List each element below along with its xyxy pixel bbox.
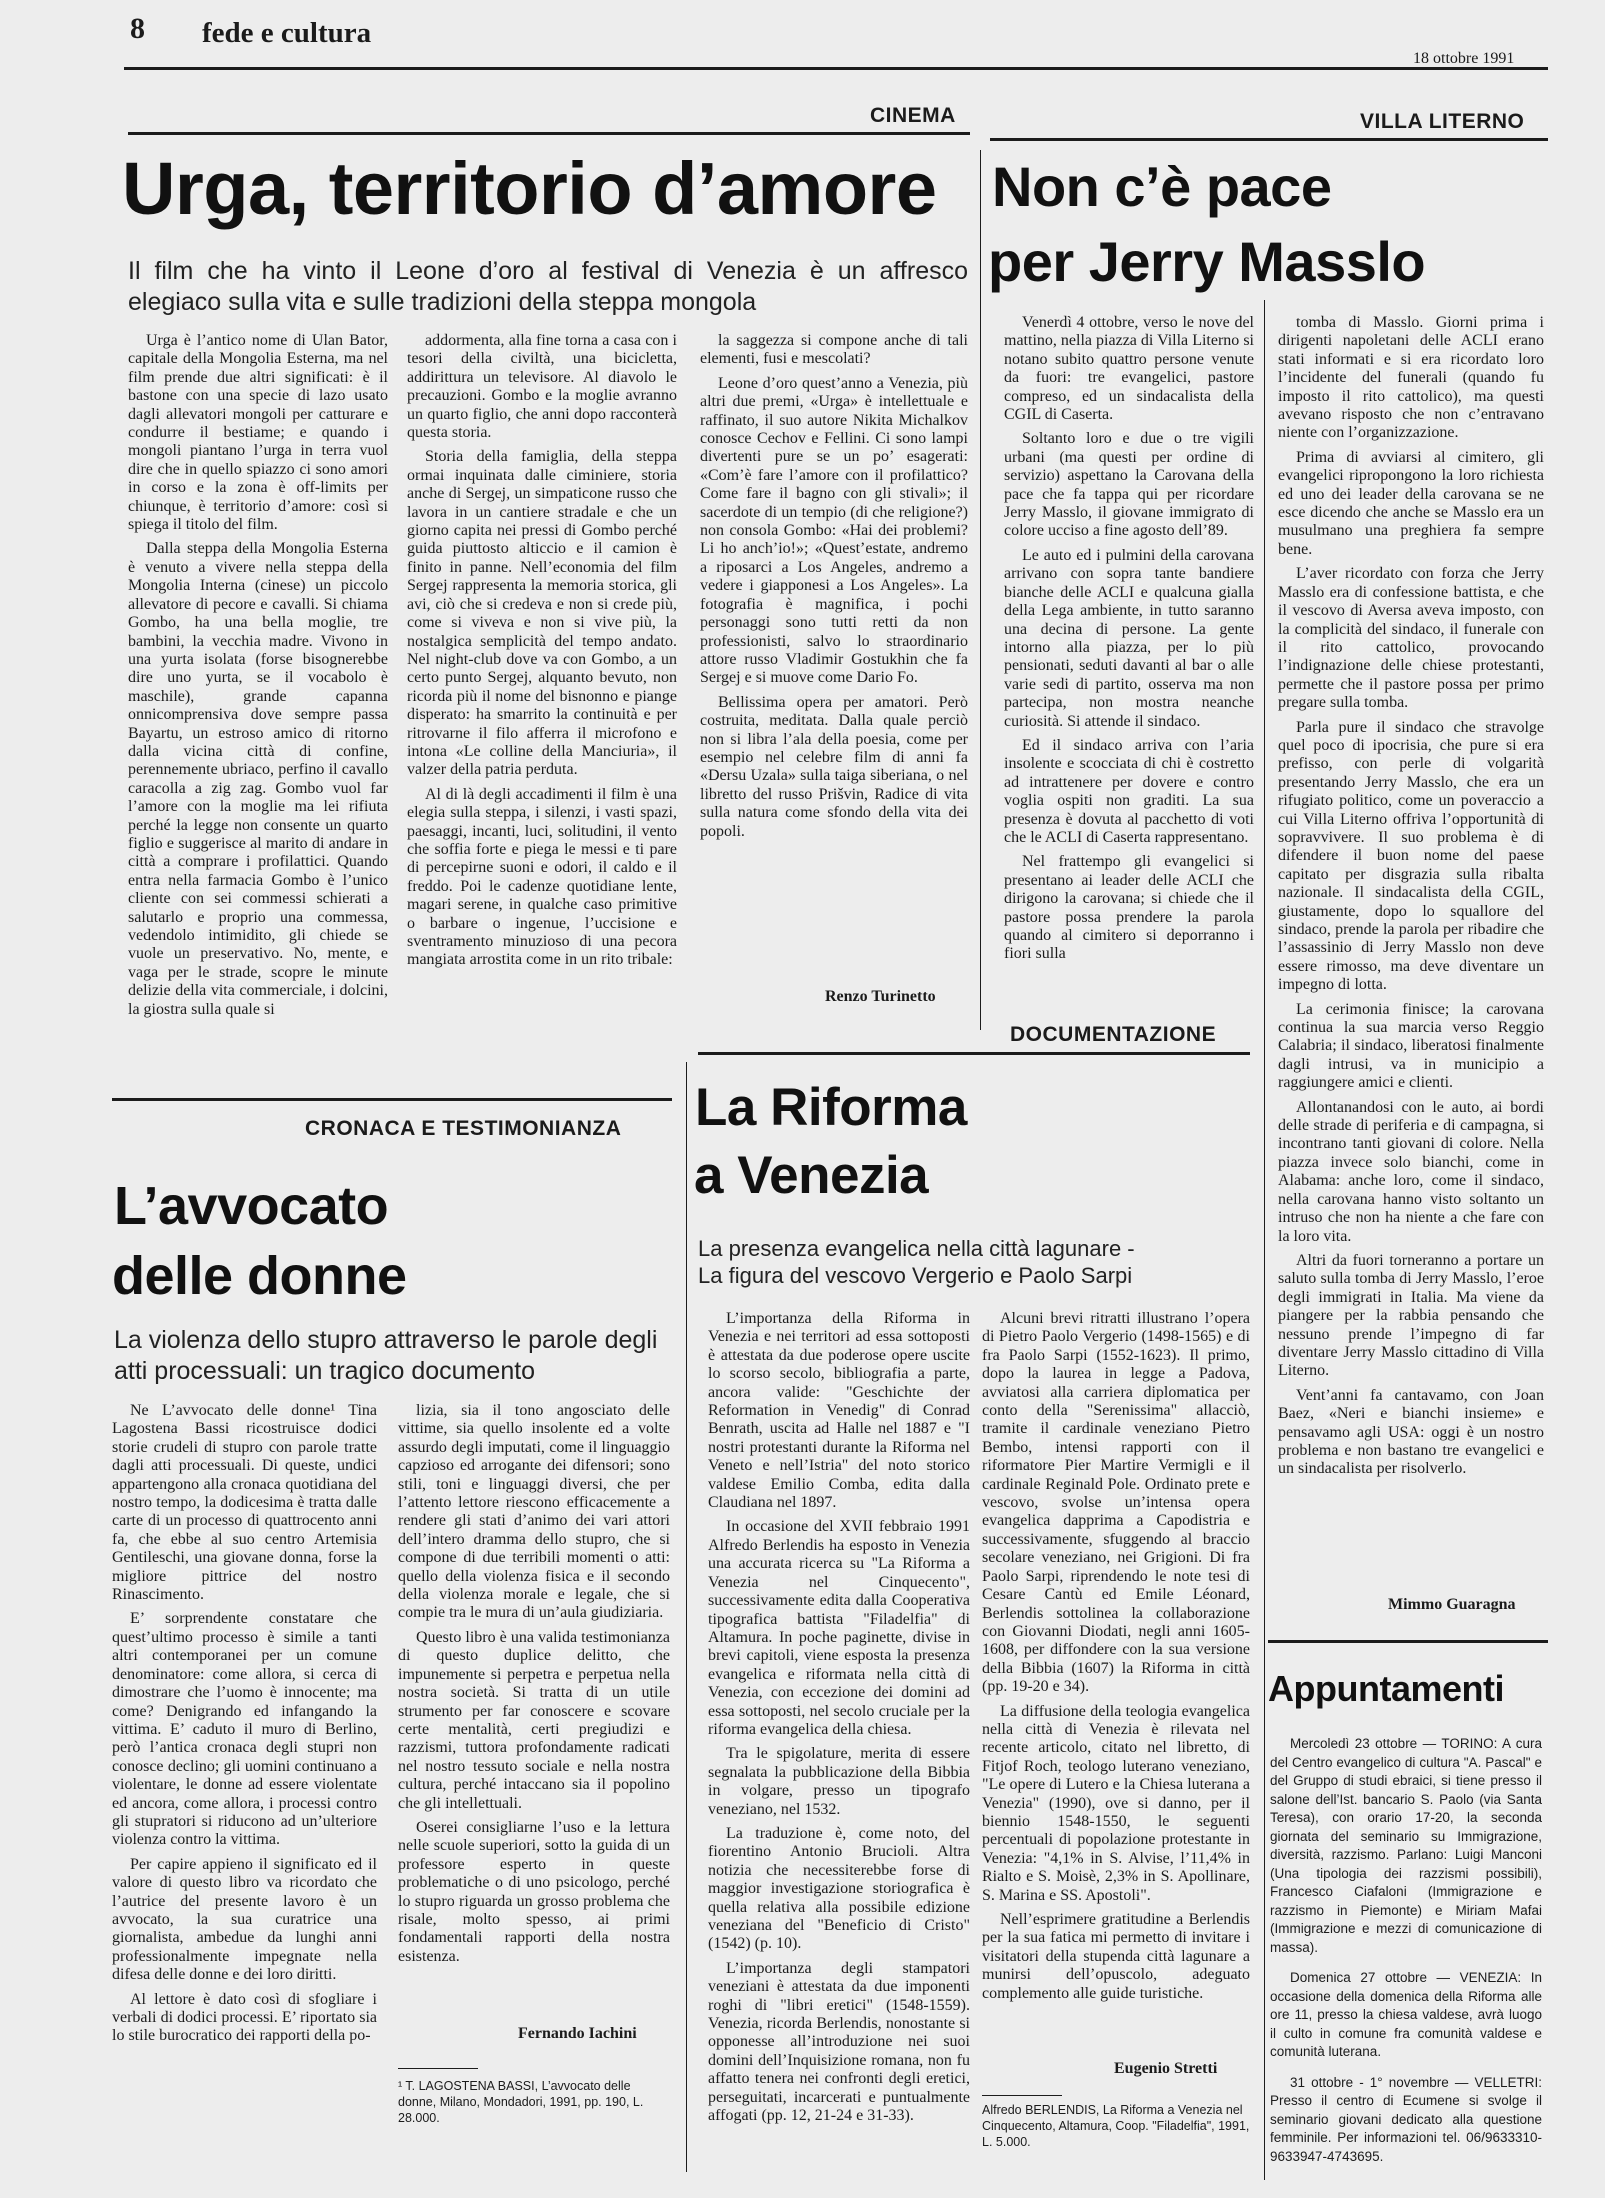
riforma-subtitle-line1: La presenza evangelica nella città lagunare - — [698, 1236, 1135, 1261]
avvocato-column-1 — [112, 1402, 377, 2164]
cinema-label: CINEMA — [870, 104, 956, 127]
cinema-column-3 — [700, 332, 968, 952]
riforma-column-1 — [708, 1310, 970, 2178]
cinema-paragraph: la saggezza si compone anche di tali elementi, fusi e mescolati? — [700, 332, 968, 368]
riforma-footnote: Alfredo BERLENDIS, La Riforma a Venezia nel Cinquecento, Altamura, Coop. "Filadelfia", 1991, L. 5.000. — [982, 2103, 1250, 2149]
riforma-paragraph: L’importanza della Riforma in Venezia e nei territori ad essa sottoposti è attestata da due poderose opere uscite lo scorso secolo, bibliografia a parte, ancora valide: "Geschichte der Reformation in Venedig" di Conrad Benrath, uscita ad Halle nel 1887 e "I nostri protestanti durante la Riforma nel Veneto e nell’Istria" del noto storico valdese Emilio Comba, edita dalla Claudiana nel 1897. — [708, 1310, 970, 1512]
appuntamento-item: 31 ottobre - 1° novembre — VELLETRI: Presso il centro di Ecumene si svolge il seminario giovani dedicato alla questione femminile. Per informazioni tel. 06/9633310-9633947-4743695. — [1270, 2074, 1542, 2164]
cinema-paragraph: Storia della famiglia, della steppa ormai inquinata dalle ciminiere, storia anche di Sergej, un simpaticone russo che lavora in un cantiere stradale e che un giorno capita nei pressi di Gombo perché guida piuttosto alticcio e il camion è finito in panne. Nell’economia del film Sergej rappresenta la memoria storica, gli avi, ciò che si credeva e non si crede più, come si viveva e non si vive più, la nostalgica semplicità del tempo andato. Nel night-club dove va con Gombo, a un certo punto Sergej, alquanto bevuto, non ricorda più il nome del bisnonno e piange disperato: ha smarrito la continuità e per ritrovarne il filo afferra il microfono e intona «Le colline della Manciuria», il valzer della patria perduta. — [407, 448, 677, 779]
villa-rule — [990, 138, 1548, 141]
avvocato-subtitle: La violenza dello stupro attraverso le parole degli atti processuali: un tragico documento — [114, 1326, 658, 1386]
villa-paragraph: Altri da fuori torneranno a portare un saluto sulla tomba di Jerry Masslo, l’eroe degli immigrati in Italia. Ma viene da piangere per la rabbia pensando che nessuno prende l’impegno di far diventare Jerry Masslo cittadino di Villa Literno. — [1278, 1251, 1544, 1380]
villa-paragraph: Nel frattempo gli evangelici si presentano ai leader delle ACLI che dirigono la carovana; si chiede che il pastore possa prendere la parola quando al cimitero si deporranno i fiori sulla — [1004, 853, 1254, 963]
villa-label: VILLA LITERNO — [1360, 110, 1525, 133]
avvocato-title-line1: L’avvocato — [114, 1176, 389, 1236]
riforma-footnote-rule — [982, 2095, 1062, 2096]
avvocato-column-2 — [398, 1402, 670, 2020]
riforma-paragraph: La traduzione è, come noto, del fiorentino Antonio Brucioli. Altra notizia che necessiterebbe forse di maggior investigazione storiografica è quella relativa alla possibile edizione veneziana del "Beneficio di Cristo" (1542) (p. 10). — [708, 1824, 970, 1953]
cinema-paragraph: Al di là degli accadimenti il film è una elegia sulla steppa, i silenzi, i vasti spazi, paesaggi, incanti, luci, solitudini, il vento che soffia forte e piega le messi e ti pare di percepirne suoni e odori, il caldo e il freddo. Poi le cadenze quotidiane lente, magari serene, in qualche caso primitive o barbare o ingenue, l’uccisione e sventramento minuzioso di una pecora mangiata arrostita come in un rito tribale: — [407, 785, 677, 969]
villa-title-line2: per Jerry Masslo — [988, 230, 1426, 293]
divider-vertical — [686, 1062, 687, 2172]
riforma-label: DOCUMENTAZIONE — [1010, 1023, 1217, 1046]
villa-paragraph: Allontanandosi con le auto, ai bordi delle strade di periferia e di campagna, si incontrano tanti giovani di colore. Nella piazza invece solo bianchi, come in Alabama: anche loro, come il sindaco, nella carovana hanno visto soltanto un intruso che non ha niente a che fare con la loro vita. — [1278, 1098, 1544, 1245]
avvocato-paragraph: Ne L’avvocato delle donne¹ Tina Lagostena Bassi ricostruisce dodici storie crudeli di stupro con parole tratte dagli atti processuali. Di queste, undici appartengono alla cronaca quotidiana del nostro tempo, la dodicesima è tratta dalle carte di un processo di quattrocento anni fa, che ebbe al suo centro Artemisia Gentileschi, una giovane donna, forse la migliore pittrice del nostro Rinascimento. — [112, 1402, 377, 1604]
villa-paragraph: Ed il sindaco arriva con l’aria insolente e scocciata di chi è costretto ad intrattenere per dovere e contro voglia ospiti non graditi. La sua presenza è dovuta al pacchetto di voti che le ACLI di Caserta rappresentano. — [1004, 736, 1254, 846]
riforma-paragraph: L’importanza degli stampatori veneziani è attestata da due imponenti roghi di "libri eretici" (1548-1559). Venezia, ricorda Berlendis, nonostante si opponesse all’introduzione nei suoi domini dell’Inquisizione romana, non fu affatto tenera nei confronti degli eretici, perseguitati, incarcerati e puntualmente affogati (pp. 12, 21-24 e 31-33). — [708, 1959, 970, 2125]
cinema-subtitle: Il film che ha vinto il Leone d’oro al festival di Venezia è un affresco elegiaco sulla vita e sulle tradizioni della steppa mongola — [128, 257, 968, 317]
riforma-title-line2: a Venezia — [694, 1146, 929, 1205]
villa-paragraph: Vent’anni fa cantavamo, con Joan Baez, «Neri e bianchi insieme» e pensavamo agli USA: oggi è un nostro problema e non bastano tre evangelici e un sindacalista per risolverlo. — [1278, 1386, 1544, 1478]
villa-paragraph: tomba di Masslo. Giorni prima i dirigenti napoletani delle ACLI erano stati informati e si era ricordato loro l’incidente del funerali (quando fu imposto il rito cattolico), ma questi avevano risposto che non c’entravano niente con l’organizzazione. — [1278, 314, 1544, 442]
avvocato-title-line2: delle donne — [112, 1246, 407, 1306]
cinema-rule — [128, 132, 970, 135]
villa-paragraph: Venerdì 4 ottobre, verso le nove del mattino, nella piazza di Villa Literno si notano subito quattro persone venute da fuori: tre evangelici, pastore compreso, ed un sindacalista della CGIL di Caserta. — [1004, 314, 1254, 424]
avvocato-rule — [112, 1098, 672, 1101]
avvocato-paragraph: Al lettore è dato così di sfogliare i verbali di dodici processi. E’ riportato sia lo stile burocratico dei rapporti della po- — [112, 1990, 377, 2045]
avvocato-paragraph: lizia, sia il tono angosciato delle vittime, sia quello insolente ed a volte assurdo degli imputati, come il linguaggio capzioso ed arrogante dei difensori; sono stili, toni e linguaggi diversi, che per l’attento lettore riescono efficacemente a rendere gli stati d’animo dei vari attori dell’intero dramma dello stupro, che si compone di due terribili momenti o atti: quello della violenza fisica e il secondo della violenza morale e legale, che si compie tra le mura di un’aula giudiziaria. — [398, 1402, 670, 1622]
villa-paragraph: Le auto ed i pulmini della carovana arrivano con sopra tante bandiere bianche delle ACLI e qualcuna gialla della Lega ambiente, in tutto saranno una decina di persone. La gente intorno alla piazza, per lo più pensionati, seduti davanti al bar o alle varie sedi di partito, osserva ma non partecipa, non mostra neanche curiosità. Si attende il sindaco. — [1004, 546, 1254, 730]
cinema-paragraph: Bellissima opera per amatori. Però costruita, meditata. Dalla quale perciò non si libra l’ala della poesia, come per esempio nel celebre film di anni fa «Dersu Uzala» sulla taiga siberiana, o nel libretto del russo Prišvin, Radice di vita sulla natura come sfondo della vita dei popoli. — [700, 693, 968, 840]
riforma-paragraph: Tra le spigolature, merita di essere segnalata la pubblicazione della Bibbia in volgare, presso un tipografo veneziano, nel 1532. — [708, 1745, 970, 1818]
issue-date: 18 ottobre 1991 — [1413, 50, 1515, 67]
villa-paragraph: L’aver ricordato con forza che Jerry Masslo era di confessione battista, e che il vescovo di Aversa aveva imposto, con la complicità del sindaco, il funerale con il rito cattolico, provocando l’indignazione delle chiese protestanti, permette che il pastore possa per primo pregare sulla tomba. — [1278, 565, 1544, 712]
villa-paragraph: Prima di avviarsi al cimitero, gli evangelici ripropongono la loro richiesta ed uno dei leader della carovana se ne esce dicendo che anche se Masslo era un musulmano una preghiera fa sempre bene. — [1278, 448, 1544, 558]
section-title: fede e cultura — [202, 17, 372, 49]
riforma-rule — [698, 1052, 1250, 1055]
page-number: 8 — [130, 12, 145, 45]
avvocato-footnote-rule — [398, 2068, 478, 2069]
villa-title-line1: Non c’è pace — [992, 155, 1332, 218]
riforma-title-line1: La Riforma — [695, 1078, 967, 1137]
riforma-paragraph: Alcuni brevi ritratti illustrano l’opera di Pietro Paolo Vergerio (1498-1565) e di fra Paolo Sarpi (1552-1623). Il primo, dopo la laurea in legge a Padova, avviatosi alla carriera diplomatica per conto della "Serenissima" allacciò, tramite il cardinale veneziano Pietro Bembo, intensi rapporti con il riformatore Pier Martire Vermigli e il cardinale Reginald Pole. Ordinato prete e vescovo, svolse un’intensa opera evangelica dapprima a Capodistria e successivamente, sfuggendo al braccio secolare veneziano, nei Grigioni. Di fra Paolo Sarpi, riprendendo le note tesi di Cesare Cantù ed Emile Léonard, Berlendis sottolinea la collaborazione con Giovanni Diodati, negli anni 1605-1608, per diffondere con la sua versione della Bibbia (1607) la Riforma in città (pp. 19-20 e 34). — [982, 1310, 1250, 1696]
villa-column-2 — [1278, 314, 1544, 1604]
cinema-paragraph: addormenta, alla fine torna a casa con i tesori della civiltà, una bicicletta, addirittura un televisore. Al diavolo le precauzioni. Gombo e la moglie avranno un quarto figlio, che anni dopo racconterà questa storia. — [407, 332, 677, 442]
appuntamenti-title: Appuntamenti — [1268, 1668, 1504, 1709]
cinema-title: Urga, territorio d’amore — [122, 147, 937, 230]
avvocato-paragraph: Per capire appieno il significato ed il valore di questo libro va ricordato che l’autrice del presente lavoro è un avvocato, la sua curatrice una giornalista, ambedue da lunghi anni professionalmente impegnate nella difesa delle donne e dei loro diritti. — [112, 1855, 377, 1984]
cinema-paragraph: Leone d’oro quest’anno a Venezia, più altri due premi, «Urga» è intellettuale e raffinato, il suo autore Nikita Michalkov conosce Cechov e Fellini. Ci sono lampi divertenti pure se un po’ esagerati: «Com’è fare l’amore con il profilattico? Come fare il bagno con gli stivali»; il sacerdote di un tempio (di che religione?) non consola Gombo: «Hai dei problemi? Li ho anch’io!»; «Quest’estate, andremo a riposarci a Los Angeles, andremo a vedere i giapponesi a Los Angeles». La fotografia è magnifica, i pochi personaggi sono tutti retti da non professionisti, salvo lo straordinario attore russo Vladimir Gostukhin che fa Sergej e si muove come Dario Fo. — [700, 374, 968, 687]
riforma-paragraph: Nell’esprimere gratitudine a Berlendis per la sua fatica mi permetto di invitare i visitatori della stupenda città lagunare a munirsi dell’opuscolo, adeguato complemento alle guide turistiche. — [982, 1911, 1250, 2002]
riforma-paragraph: In occasione del XVII febbraio 1991 Alfredo Berlendis ha esposto in Venezia una accurata ricerca su "La Riforma a Venezia nel Cinquecento", successivamente edita dalla Cooperativa tipografica battista "Filadelfia" di Altamura. In poche paginette, divise in brevi capitoli, viene esposta la presenza evangelica e riformata nella città di Venezia, con eccezione dei domini ad essa sottoposti, nel secolo cruciale per la riforma evangelica della chiesa. — [708, 1518, 970, 1738]
avvocato-paragraph: Questo libro è una valida testimonianza di questo duplice delitto, che impunemente si perpetra e perpetua nella nostra società. Si tratta di un utile strumento per far conoscere e scovare certe mentalità, certi pregiudizi e razzismi, tuttora profondamente radicati nel nostro tessuto sociale e nella nostra cultura, perché intaccano sia il popolino che gli intellettuali. — [398, 1628, 670, 1812]
villa-column-1 — [1004, 314, 1254, 984]
cinema-paragraph: Urga è l’antico nome di Ulan Bator, capitale della Mongolia Esterna, ma nel film prende due altri significati: è il bastone con una specie di lazo usato dagli allevatori mongoli per catturare e condurre il bestiame; e quando i mongoli piantano l’urga in terra vuol dire che in quello spiazzo ci sono amori in corso e la zona è off-limits per chiunque, è territorio d’amore: così si spiega il titolo del film. — [128, 332, 388, 534]
riforma-signature: Eugenio Stretti — [1114, 2060, 1218, 2077]
villa-signature: Mimmo Guaragna — [1388, 1596, 1516, 1613]
cinema-column-1 — [128, 332, 388, 1072]
cinema-signature: Renzo Turinetto — [825, 988, 936, 1005]
cinema-column-2 — [407, 332, 677, 1072]
villa-paragraph: Parla pure il sindaco che stravolge quel poco di ipocrisia, che pure si era prefisso, con perle di volgarità presentando Jerry Masslo, che era un rifugiato politico, come un poveraccio a cui Villa Literno offriva l’opportunità di sopravvivere. Il suo problema è di difendere il buon nome del paese capitato per disgrazia sulla ribalta nazionale. Il sindacalista della CGIL, giustamente, dopo lo squallore del sindaco, prende la parola per ribadire che l’assassinio di Jerry Masslo non deve essere rimosso, ma deve diventare un impegno di lotta. — [1278, 718, 1544, 994]
avvocato-paragraph: Oserei consigliarne l’uso e la lettura nelle scuole superiori, sotto la guida di un professore esperto in queste problematiche o di uno psicologo, perché lo stupro riguarda un grosso problema che risale, molto spesso, ai primi fondamentali rapporti della nostra esistenza. — [398, 1818, 670, 1965]
avvocato-label: CRONACA E TESTIMONIANZA — [305, 1117, 622, 1140]
avvocato-signature: Fernando Iachini — [518, 2025, 637, 2042]
avvocato-paragraph: E’ sorprendente constatare che quest’ultimo processo è simile a tanti altri contemporanei per un comune denominatore: come allora, si cerca di dimostrare che l’uomo è innocente; ma come? Denigrando ed infangando la vittima. E’ caduto il muro di Berlino, però l’antica cronaca degli stupri non conosce declino; gli uomini continuano a violentare, le donne ad essere violentate ed ancora, come allora, i processi contro gli stupratori si riducono ad un’ulteriore violenza contro la vittima. — [112, 1610, 377, 1849]
header-rule — [124, 67, 1548, 70]
divider-vertical — [1264, 300, 1265, 2180]
riforma-subtitle-line2: La figura del vescovo Vergerio e Paolo Sarpi — [698, 1263, 1133, 1288]
appuntamento-item: Domenica 27 ottobre — VENEZIA: In occasione della domenica della Riforma alle ore 11, presso la chiesa valdese, avrà luogo il culto in comune fra comunità valdese e comunità luterana. — [1270, 1970, 1542, 2059]
cinema-paragraph: Dalla steppa della Mongolia Esterna è venuto a vivere nella steppa della Mongolia Interna (cinese) un piccolo allevatore di pecore e cavalli. Si chiama Gombo, ha una bella moglie, tre bambini, la vecchia madre. Vivono in una yurta isolata (forse bisognerebbe dire uno yurta, se il vocabolo è maschile), grande capanna onnicomprensiva dove sempre passa Bayartu, un estroso amico di ritorno dalla vicina città di confine, perennemente ubriaco, perfino il cavallo caracolla a zig zag. Gombo vuol far l’amore con la moglie ma lei rifiuta perché la legge non consente un quarto figlio e suggerisce al marito di andare in città a comprare i profilattici. Quando entra nella farmacia Gombo è l’unico cliente con sei commessi schierati a salutarlo e proprio una commessa, vedendolo intimidito, gli chiede se vuole un preservativo. No, mente, e vaga per le strade, scopre le minute delizie della vita commerciale, i dolcini, la giostra sulla quale si — [128, 540, 388, 1018]
divider-vertical — [980, 150, 981, 1030]
appuntamento-item: Mercoledì 23 ottobre — TORINO: A cura del Centro evangelico di cultura "A. Pascal" e del Gruppo di studi ebraici, si tiene presso il salone dell’Ist. bancario S. Paolo (via Santa Teresa), con orario 17-20, la seconda giornata del seminario su Immigrazione, diversità, razzismo. Parlano: Luigi Manconi (Una tipologia dei razzismi possibili), Francesco Ciafaloni (Immigrazione e razzismo in Piemonte) e Miriam Mafai (Immigrazione e mezzi di comunicazione di massa). — [1270, 1736, 1542, 1955]
avvocato-footnote: ¹ T. LAGOSTENA BASSI, L’avvocato delle donne, Milano, Mondadori, 1991, pp. 190, L. 28.000. — [398, 2079, 644, 2125]
riforma-paragraph: La diffusione della teologia evangelica nella città di Venezia è rilevata nel recente articolo, citato nel libretto, di Fitjof Roch, teologo luterano veneziano, "Le opere di Lutero e la Chiesa luterana a Venezia" (1990), ove si danno, per il biennio 1548-1550, le seguenti percentuali di popolazione protestante in Venezia: "4,1% in S. Alvise, l’11,4% in Rialto e S. Moisè, 2,3% in S. Apollinare, S. Marina e SS. Apostoli". — [982, 1702, 1250, 1904]
villa-paragraph: La cerimonia finisce; la carovana continua la sua marcia verso Reggio Calabria; il sindaco, liberatosi finalmente dagli intrusi, va in municipio a raggiungere amici e clienti. — [1278, 1000, 1544, 1092]
appuntamenti-list — [1270, 1735, 1542, 2175]
villa-paragraph: Soltanto loro e due o tre vigili urbani (ma questi per ordine di servizio) aspettano la Carovana della pace che fa tappa qui per ricordare Jerry Masslo, il giovane immigrato di colore ucciso a fine agosto dell’89. — [1004, 430, 1254, 540]
riforma-column-2 — [982, 1310, 1250, 2050]
appuntamenti-rule — [1268, 1640, 1548, 1643]
